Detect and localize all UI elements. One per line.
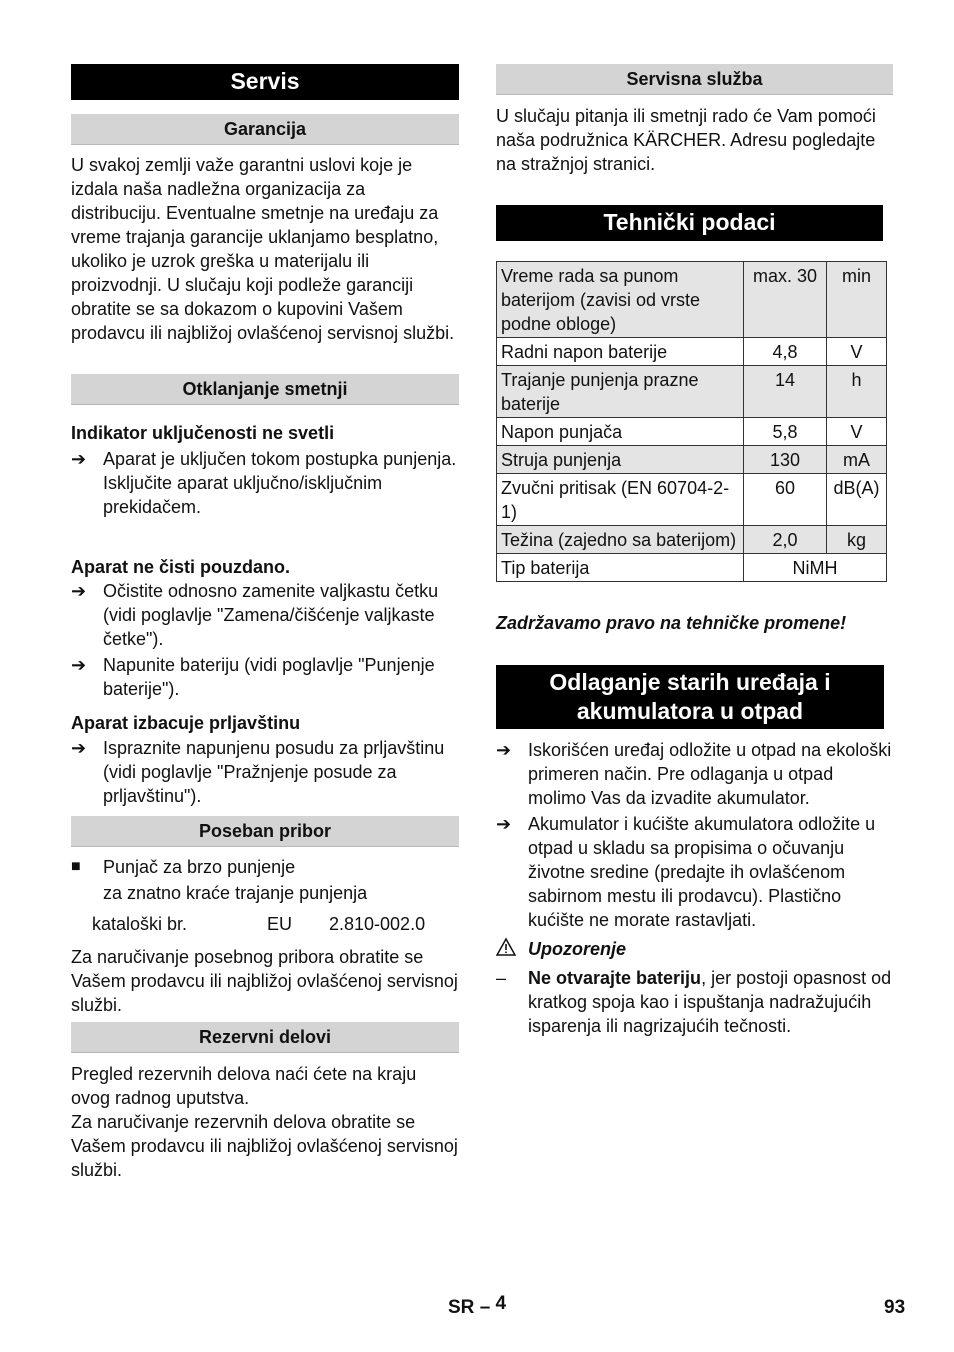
table-cell-value: 5,8 [744,418,827,446]
garancija-text: U svakoj zemlji važe garantni uslovi koje je izdala naša nadležna organizacija za distribuciju. Eventualne smetnje na uređaju za vreme trajanja garancije uklanjamo besplatno, ukoliko je uzrok greška u materijalu ili proizvodnji. U slučaju koji podleže garanciji obratite se sa dokazom o kupovini Vašem prodavcu ili najbližoj ovlašćenoj servisnoj službi. [71,155,455,343]
table-cell-unit: kg [827,526,887,554]
section-title-odlaganje: Odlaganje starih uređaja i akumulatora u otpad [496,665,884,729]
table-row [497,418,887,446]
table-row [497,474,887,526]
table-cell-label: Napon punjača [497,418,744,446]
table-cell-value: 2,0 [744,526,827,554]
table-row [497,262,887,338]
arrow-right-icon: ➔ [496,740,512,760]
subheading-prljavstina: Aparat izbacuje prljavštinu [71,713,301,733]
table-cell-unit: h [827,366,887,418]
tech-table [496,261,887,582]
warning-heading [496,937,893,961]
warning-item [496,966,893,1038]
table-row [497,366,887,418]
table-cell-label: Struja punjenja [497,446,744,474]
pribor-text: Za naručivanje posebnog pribora obratite se Vašem prodavcu ili najbližoj ovlašćenoj servisnoj službi. [71,947,458,1015]
table-cell-unit: V [827,418,887,446]
warning-rest: , jer postoji opasnost od kratkog spoja kao i ispuštanja nadražujućih isparenja ili nagrizajućih tečnosti. [528,968,892,1036]
table-cell-unit: dB(A) [827,474,887,526]
warning-bold: Ne otvarajte bateriju [528,968,702,988]
servisna-text: U slučaju pitanja ili smetnji rado će Vam pomoći naša podružnica KÄRCHER. Adresu pogledajte na stražnjoj stranici. [496,106,876,174]
katalog-region: EU [267,914,293,934]
katalog-row [71,912,459,936]
table-cell-label: Vreme rada sa punom baterijom (zavisi od vrste podne obloge) [497,262,744,338]
arrow-right-icon: ➔ [71,449,87,469]
section-title-servis: Servis [71,64,459,100]
table-cell-label: Trajanje punjenja prazne baterije [497,366,744,418]
arrow-right-icon: ➔ [71,581,87,601]
square-bullet-icon: ■ [71,858,81,875]
heading-servisna: Servisna služba [496,64,893,95]
list-item: ➔ Aparat je uključen tokom postupka punjenja. Isključite aparat uključno/isključnim prekidačem. [71,447,459,519]
table-cell-label: Zvučni pritisak (EN 60704-2-1) [497,474,744,526]
table-cell-value: 60 [744,474,827,526]
arrow-right-icon: ➔ [71,655,87,675]
table-cell-label: Radni napon baterije [497,338,744,366]
list-item: ■ Punjač za brzo punjenje za znatno kraće trajanje punjenja [71,857,368,903]
tech-note: Zadržavamo pravo na tehničke promene! [496,613,847,633]
table-cell-unit: V [827,338,887,366]
table-row [497,338,887,366]
heading-garancija: Garancija [71,114,459,145]
arrow-right-icon: ➔ [496,814,512,834]
footer-page-number: 93 [884,1297,906,1318]
warning-triangle-icon [496,937,516,963]
table-cell-value: 4,8 [744,338,827,366]
dash-bullet-icon: – [496,968,507,988]
table-cell-unit: mA [827,446,887,474]
rezervni-text-2: Za naručivanje rezervnih delova obratite se Vašem prodavcu ili najbližoj ovlašćenoj servisnoj službi. [71,1112,458,1180]
table-row [497,554,887,582]
table-row [497,526,887,554]
footer-lang [448,1293,507,1319]
arrow-right-icon: ➔ [71,738,87,758]
heading-smetnje: Otklanjanje smetnji [71,374,459,405]
section-title-tehnicki: Tehnički podaci [496,205,883,241]
list-item: ➔ Očistite odnosno zamenite valjkastu četku (vidi poglavlje "Zamena/čišćenje valjkaste četke"). [71,581,439,649]
table-cell-value: 14 [744,366,827,418]
footer-page-local: 4 [495,1293,507,1314]
footer-sep: – [479,1297,491,1318]
heading-pribor: Poseban pribor [71,816,459,847]
rezervni-text-1: Pregled rezervnih delova naći ćete na kraju ovog radnog uputstva. [71,1064,417,1108]
table-cell-label: Tip baterija [497,554,744,582]
table-cell-value: max. 30 [744,262,827,338]
table-cell-value: NiMH [744,554,887,582]
table-cell-unit: min [827,262,887,338]
list-item: ➔ Akumulator i kućište akumulatora odložite u otpad u skladu sa propisima o očuvanju životne sredine (predajte ih ovlašćenom sabirnom mestu ili prodavcu). Plastično kućište ne morate rastavljati. [496,814,876,930]
list-item-continuation: Isključite aparat uključno/isključnim prekidačem. [103,473,383,517]
table-cell-value: 130 [744,446,827,474]
list-item: ➔ Napunite bateriju (vidi poglavlje "Punjenje baterije"). [71,655,435,699]
list-item: ➔ Ispraznite napunjenu posudu za prljavštinu (vidi poglavlje "Pražnjenje posude za prljavštinu"). [71,738,445,806]
table-cell-label: Težina (zajedno sa baterijom) [497,526,744,554]
warning-title: Upozorenje [528,939,627,959]
subheading-indikator: Indikator uključenosti ne svetli [71,423,335,443]
katalog-label: kataloški br. [92,914,188,934]
heading-rezervni: Rezervni delovi [71,1022,459,1053]
footer-lang-code: SR [448,1297,475,1318]
list-item: ➔ Iskorišćen uređaj odložite u otpad na ekološki primeren način. Pre odlaganja u otpad molimo Vas da izvadite akumulator. [496,740,892,808]
subheading-ne-cisti: Aparat ne čisti pouzdano. [71,557,291,577]
table-row [497,446,887,474]
katalog-number: 2.810-002.0 [329,914,426,934]
